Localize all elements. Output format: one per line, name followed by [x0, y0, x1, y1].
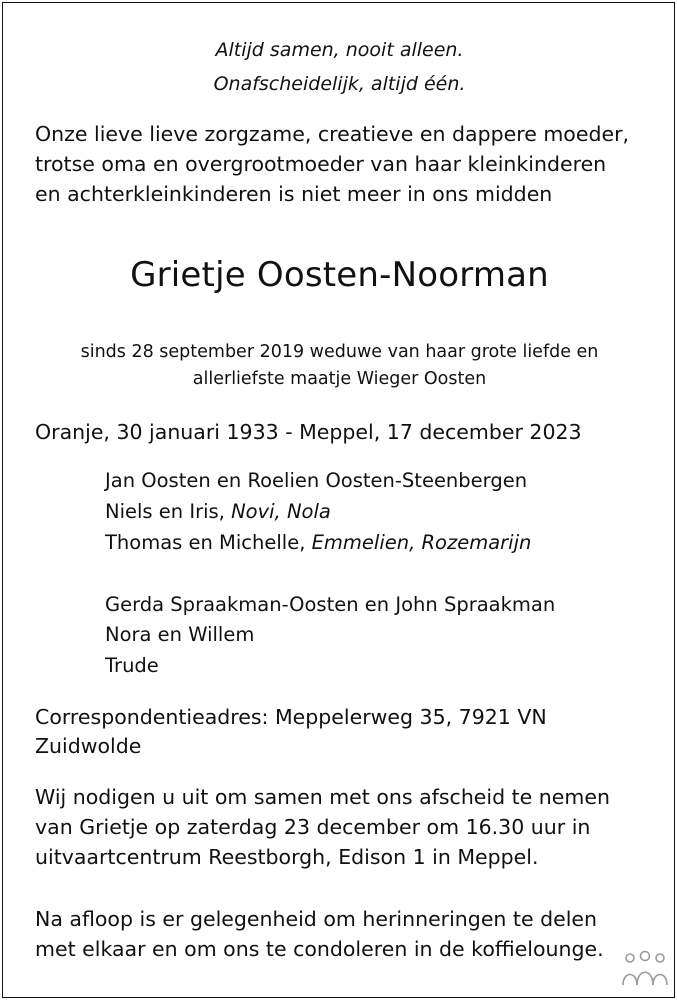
widow-note-line-1: sinds 28 september 2019 weduwe van haar grote liefde en	[80, 342, 599, 362]
closing-line-2: met elkaar en om ons te condoleren in de koffielounge.	[35, 937, 604, 961]
family-line: Gerda Spraakman-Oosten en John Spraakman	[105, 593, 556, 616]
deceased-name: Grietje Oosten-Noorman	[130, 255, 549, 295]
invitation-line-3: uitvaartcentrum Reestborgh, Edison 1 in Meppel.	[35, 845, 539, 869]
family-parents: Thomas en Michelle,	[105, 531, 312, 554]
family-line	[105, 533, 531, 553]
correspondence-line-2: Zuidwolde	[35, 734, 142, 758]
intro-line-2: trotse oma en overgrootmoeder van haar kleinkinderen	[35, 152, 607, 176]
family-children: Emmelien, Rozemarijn	[311, 531, 532, 554]
family-parents: Niels en Iris,	[105, 500, 232, 523]
invitation-line-2: van Grietje op zaterdag 23 december om 16.30 uur in	[35, 815, 591, 839]
motto-line-2: Onafscheidelijk, altijd één.	[213, 73, 466, 95]
intro-line-3: en achterkleinkinderen is niet meer in ons midden	[35, 182, 553, 206]
intro-line-1: Onze lieve lieve zorgzame, creatieve en dappere moeder,	[35, 122, 630, 146]
people-group-icon	[620, 949, 670, 989]
widow-note-line-2: allerliefste maatje Wieger Oosten	[192, 369, 487, 389]
family-line	[105, 502, 331, 522]
obituary-card	[2, 2, 675, 998]
family-line: Jan Oosten en Roelien Oosten-Steenbergen	[105, 469, 528, 492]
family-line: Nora en Willem	[105, 623, 255, 646]
closing-line-1: Na afloop is er gelegenheid om herinneringen te delen	[35, 907, 598, 931]
invitation-line-1: Wij nodigen u uit om samen met ons afscheid te nemen	[35, 785, 610, 809]
birth-death-dates: Oranje, 30 januari 1933 - Meppel, 17 december 2023	[35, 420, 582, 444]
family-children: Novi, Nola	[231, 500, 331, 523]
family-line: Trude	[105, 654, 159, 677]
motto-line-1: Altijd samen, nooit alleen.	[215, 39, 464, 61]
correspondence-line-1: Correspondentieadres: Meppelerweg 35, 7921 VN	[35, 705, 547, 729]
